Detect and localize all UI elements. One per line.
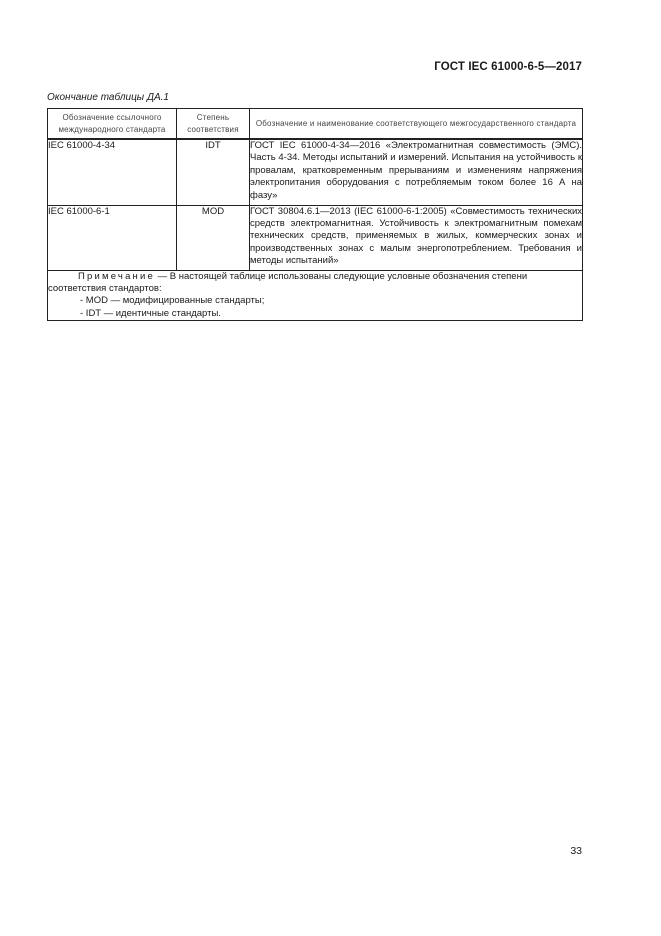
note-label: Примечание [78,270,155,282]
cell-reference: IEC 61000-4-34 [48,139,177,205]
standards-table [47,108,583,321]
cell-reference: IEC 61000-6-1 [48,205,177,270]
column-header-reference: Обозначение ссылочного международного стандарта [48,109,177,140]
column-header-interstate-standard: Обозначение и наименование соответствующего межгосударственного стандарта [250,109,583,140]
table-row [48,139,583,205]
table-note [48,270,583,321]
page-number: 33 [570,845,582,857]
note-item-idt: - IDT — идентичные стандарты. [80,307,221,319]
column-header-degree: Степень соответствия [177,109,250,140]
cell-degree: MOD [177,205,250,270]
note-item-mod: - MOD — модифицированные стандарты; [80,295,265,307]
table-caption: Окончание таблицы ДА.1 [47,92,169,103]
note-text: — В настоящей таблице использованы следующие условные обозначения степени соответствия стандартов: [48,270,528,294]
note-lead [48,271,582,296]
table-header [48,109,583,140]
cell-interstate-standard: ГОСТ IEC 61000-4-34—2016 «Электромагнитная совместимость (ЭМС). Часть 4-34. Методы испытаний и измерений. Испытания на устойчивость к провалам, кратковременным прерываниям и изменениям напряжения электропитания оборудования с потребляемым током более 16 А на фазу» [250,139,583,205]
document-code-header: ГОСТ IEC 61000-6-5—2017 [434,61,582,73]
note-row [48,270,583,321]
cell-interstate-standard: ГОСТ 30804.6.1—2013 (IEC 61000-6-1:2005) «Совместимость технических средств электромагнитная. Устойчивость к электромагнитным помехам технических средств, применяемых в жилых, коммерческих зонах и производственных зонах с малым энергопотреблением. Требования и методы испытаний» [250,205,583,270]
table-row [48,205,583,270]
cell-degree: IDT [177,139,250,205]
